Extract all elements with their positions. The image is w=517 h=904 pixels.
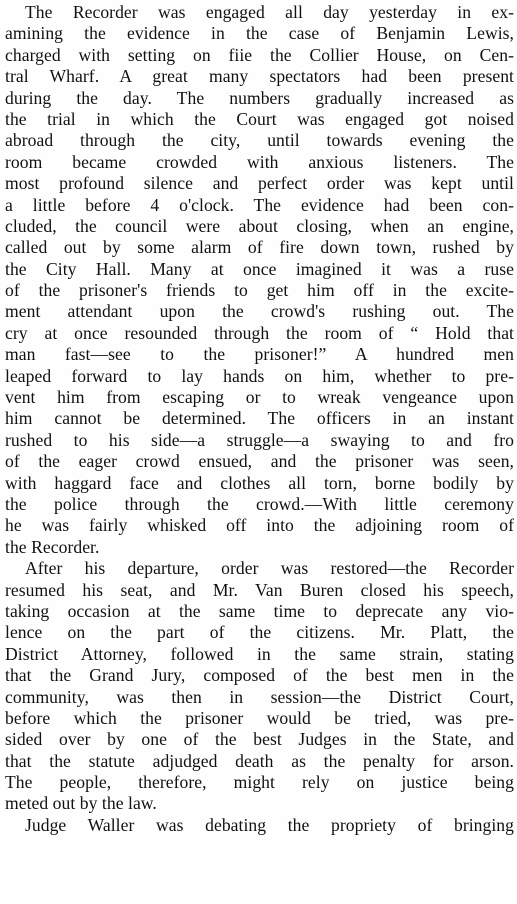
text-line: charged with setting on fiie the Collier House, on Cen- — [5, 44, 514, 65]
text-line: him cannot be determined. The officers in an instant — [5, 408, 514, 429]
text-line: room became crowded with anxious listeners. The — [5, 151, 514, 172]
text-line: called out by some alarm of fire down town, rushed by — [5, 237, 514, 258]
text-line: the police through the crowd.—With little ceremony — [5, 493, 514, 514]
text-line: before which the prisoner would be tried, was pre- — [5, 707, 514, 728]
paragraph-2 — [5, 558, 514, 815]
text-line: he was fairly whisked off into the adjoining room of — [5, 515, 514, 536]
text-line: the Recorder. — [5, 536, 100, 557]
text-line: tral Wharf. A great many spectators had been present — [5, 66, 514, 87]
text-line: of the eager crowd ensued, and the prisoner was seen, — [5, 451, 514, 472]
text-line: the City Hall. Many at once imagined it was a ruse — [5, 258, 514, 279]
text-line: lence on the part of the citizens. Mr. Platt, the — [5, 622, 514, 643]
text-line: the trial in which the Court was engaged got noised — [5, 108, 514, 129]
text-line: The people, therefore, might rely on justice being — [5, 772, 514, 793]
text-line: that the Grand Jury, composed of the best men in the — [5, 665, 514, 686]
text-line: resumed his seat, and Mr. Van Buren closed his speech, — [5, 579, 514, 600]
article-column — [5, 2, 514, 836]
text-line: sided over by one of the best Judges in the State, and — [5, 729, 514, 750]
paragraph-1 — [5, 2, 514, 558]
text-line: abroad through the city, until towards evening the — [5, 130, 514, 151]
text-line: The Recorder was engaged all day yesterday in ex- — [25, 2, 514, 22]
text-line: man fast—see to the prisoner!” A hundred men — [5, 344, 514, 365]
text-line: that the statute adjudged death as the penalty for arson. — [5, 750, 514, 771]
text-line: cry at once resounded through the room of “ Hold that — [5, 322, 514, 343]
text-line: District Attorney, followed in the same strain, stating — [5, 643, 514, 664]
text-line: After his departure, order was restored—the Recorder — [25, 558, 514, 579]
text-line: Judge Waller was debating the propriety of bringing — [25, 814, 514, 835]
text-line: ment attendant upon the crowd's rushing out. The — [5, 301, 514, 322]
text-line: during the day. The numbers gradually increased as — [5, 87, 514, 108]
text-line: rushed to his side—a struggle—a swaying to and fro — [5, 429, 514, 450]
text-line: with haggard face and clothes all torn, borne bodily by — [5, 472, 514, 493]
text-line: meted out by the law. — [5, 793, 157, 814]
text-line: leaped forward to lay hands on him, whether to pre- — [5, 365, 514, 386]
text-line: vent him from escaping or to wreak vengeance upon — [5, 387, 514, 408]
paragraph-3 — [5, 815, 514, 836]
text-line: community, was then in session—the District Court, — [5, 686, 514, 707]
text-line: amining the evidence in the case of Benjamin Lewis, — [5, 23, 514, 44]
text-line: cluded, the council were about closing, when an engine, — [5, 215, 514, 236]
text-line: most profound silence and perfect order was kept until — [5, 173, 514, 194]
text-line: a little before 4 o'clock. The evidence had been con- — [5, 194, 514, 215]
text-line: taking occasion at the same time to deprecate any vio- — [5, 600, 514, 621]
text-line: of the prisoner's friends to get him off in the excite- — [5, 280, 514, 301]
